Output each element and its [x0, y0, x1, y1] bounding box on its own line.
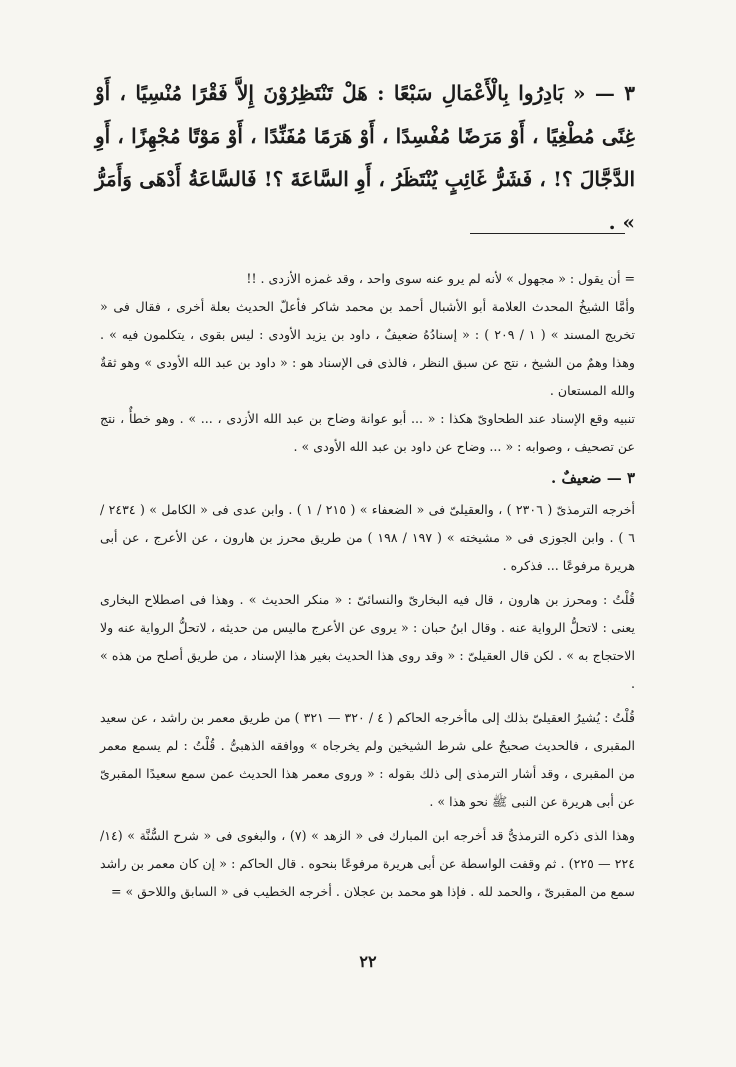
- footnote-heading: ٣ — ضعيفٌ .: [551, 469, 635, 487]
- hadith-body: « بَادِرُوا بِالْأَعْمَالِ سَبْعًا : هَلْ تَنْتَظِرُوْنَ إِلاَّ فَقْرًا مُنْسِيًا ، أَوْ غِنًى مُطْغِيًا ، أَوْ مَرَضًا مُفْسِدًا ، أَوْ هَرَمًا مُفَنِّدًا ، أَوْ مَوْتًا مُجْهِزًا ، أَوِ الدَّجَّالَ ؟! ، فَشَرُّ غَائِبٍ يُنْتَظَرُ ، أَوِ السَّاعَةَ ؟! فَالسَّاعَةُ أَدْهَى وَأَمَرُّ » .: [95, 81, 635, 234]
- hadith-text: [95, 72, 635, 244]
- footnote-paragraph: = أن يقول : « مجهول » لأنه لم يرو عنه سوى واحد ، وقد غمزه الأزدى . !!: [246, 271, 635, 286]
- footnote-paragraph: أخرجه الترمذىّ ( ٢٣٠٦ ) ، والعقيلىّ فى « الضعفاء » ( ٢١٥ / ١ ) . وابن عدى فى « الكامل » ( ٢٤٣٤ / ٦ ) . وابن الجوزى فى « مشيخته » ( ١٩٧ / ١٩٨ ) من طريق محرز بن هارون ، عن الأعرج ، عن أبى هريرة مرفوعًا ... فذكره .: [100, 502, 636, 573]
- footnote-paragraph: وهذا الذى ذكره الترمذىُّ قد أخرجه ابن المبارك فى « الزهد » (٧) ، والبغوى فى « شرح السُّنَّة » (١٤/ ٢٢٤ — ٢٢٥) . ثم وقفت الواسطة عن أبى هريرة مرفوعًا بنحوه . قال الحاكم : « إن كان معمر بن راشد سمع من المقبرىّ ، والحمد لله . فإذا هو محمد بن عجلان . أخرجه الخطيب فى « السابق واللاحق » =: [100, 828, 636, 899]
- footnote-paragraph: قُلْتُ : يُشيرُ العقيلىّ بذلك إلى ماأخرجه الحاكم ( ٤ / ٣٢٠ — ٣٢١ ) من طريق معمر بن راشد ، عن سعيد المقبرى ، فالحديث صحيحٌ على شرط الشيخين ولم يخرجاه » ووافقه الذهبىُّ . قُلْتُ : لم يسمع معمر من المقبرى ، وقد أشار الترمذى إلى ذلك بقوله : « وروى معمر هذا الحديث عمن سمع سعيدًا المقبرىّ عن أبى هريرة عن النبى ﷺ نحو هذا » .: [100, 710, 635, 809]
- footnote-paragraph: وأمَّا الشيخُ المحدث العلامة أبو الأشبال أحمد بن محمد شاكر فأعلّ الحديث بعلة أخرى ، فقال فى « تخريج المسند » ( ١ / ٢٠٩ ) : « إسنادُهُ ضعيفٌ ، داود بن يزيد الأودى : ليس بقوى ، يتكلمون فيه » . وهذا وهمٌ من الشيخ ، نتج عن سبق النظر ، فالذى فى الإسناد هو : « داود بن عبد الله الأودى » وهو ثقةٌ والله المستعان .: [100, 299, 636, 398]
- footnote-paragraph: تنبيه وقع الإسناد عند الطحاوىّ هكذا : « ... أبو عوانة وضاح بن عبد الله الأزدى ، ... » . وهو خطأٌ ، نتج عن تصحيف ، وصوابه : « ... وضاح عن داود بن عبد الله الأودى » .: [100, 411, 635, 454]
- hadith-number: ٣ —: [585, 81, 635, 105]
- footnotes: [100, 265, 635, 906]
- footnote-divider: [470, 233, 625, 234]
- footnote-paragraph: قُلْتُ : ومحرز بن هارون ، قال فيه البخارىّ والنسائىّ : « منكر الحديث » . وهذا فى اصطلاح البخارى يعنى : لاتحلُّ الرواية عنه . وقال ابنُ حبان : « يروى عن الأعرج ماليس من حديثه ، لاتحلُّ الرواية عنه ولا الاحتجاج به » . لكن قال العقيلىّ : « وقد روى هذا الحديث بغير هذا الإسناد ، من طريق أصلح من هذه » .: [100, 592, 635, 691]
- page-number: ٢٢: [359, 952, 377, 971]
